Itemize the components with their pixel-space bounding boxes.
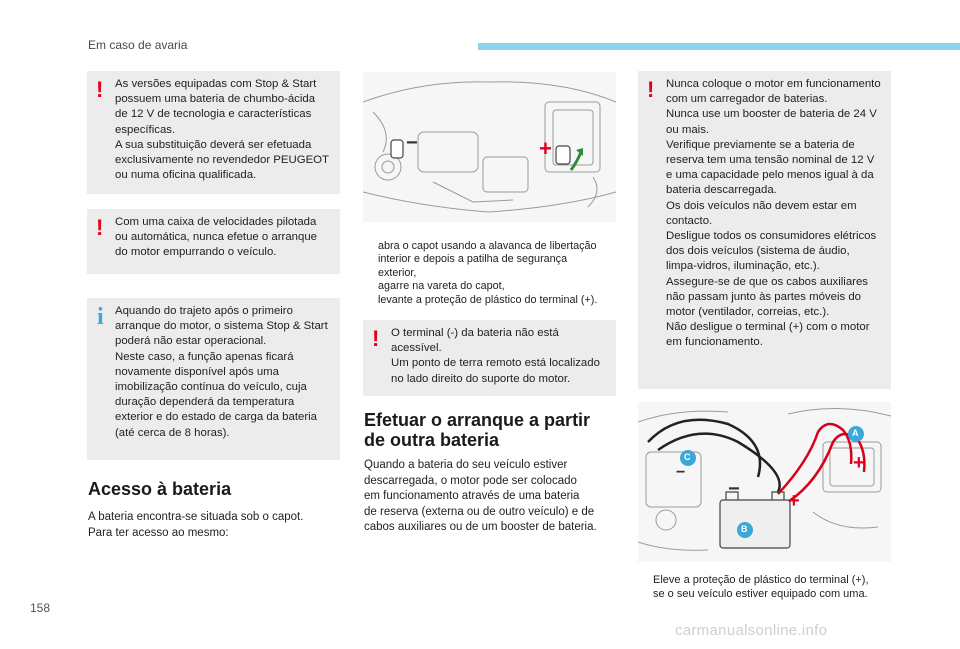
text-line: ou automática, nunca efetue o arranque <box>115 231 318 244</box>
text-line: cabos auxiliares ou de um booster de bateria. <box>364 521 597 533</box>
text-line: contacto. <box>666 214 713 227</box>
text-line: abra o capot usando a alavanca de libertação <box>378 240 597 252</box>
text-line: e uma capacidade pelo menos igual à da <box>666 169 874 182</box>
section-title-jump-start <box>364 410 590 450</box>
title-line: de outra bateria <box>364 430 500 450</box>
text-line: no lado direito do suporte do motor. <box>391 372 571 385</box>
text-line: Nunca use um booster de bateria de 24 V <box>666 108 877 121</box>
text-line: A sua substituição deverá ser efetuada <box>115 138 312 151</box>
battery-access-steps <box>363 240 618 307</box>
warning-exclamation-icon: ! <box>372 326 380 351</box>
minus-terminal-label-c: − <box>676 464 686 481</box>
text-line: Nunca coloque o motor em funcionamento <box>666 78 881 90</box>
list-item <box>638 573 898 601</box>
text-line: levante a proteção de plástico do terminal (+). <box>378 293 598 306</box>
text-line: de reserva (externa ou de outro veículo) e de <box>364 505 595 518</box>
engine-bay-battery-figure <box>363 72 616 222</box>
plus-terminal-label: + <box>539 136 552 161</box>
marker-a: A <box>852 428 859 438</box>
text-line: agarre na vareta do capot, <box>378 280 505 293</box>
text-line: novamente disponível após uma <box>115 365 280 378</box>
text-line: Assegure-se de que os cabos auxiliares <box>666 275 868 288</box>
text-line: (até cerca de 8 horas). <box>115 426 230 439</box>
text-line: interior e depois a patilha de segurança <box>378 253 568 266</box>
text-line: descarregada, o motor pode ser colocado <box>364 474 577 487</box>
text-line: dos dois veículos (sistema de áudio, <box>666 245 850 258</box>
text-line: Para ter acesso ao mesmo: <box>88 526 229 539</box>
text-line: não passam junto às partes móveis do <box>666 290 862 303</box>
text-line: Com uma caixa de velocidades pilotada <box>115 216 317 228</box>
list-item <box>363 280 618 293</box>
text-line: Verifique previamente se a bateria de <box>666 138 855 151</box>
text-line: exclusivamente no revendedor PEUGEOT <box>115 154 329 167</box>
warning-box-stop-start <box>87 71 340 194</box>
text-line: Um ponto de terra remoto está localizado <box>391 357 600 370</box>
text-line: em funcionamento. <box>666 336 763 349</box>
text-line: com um carregador de baterias. <box>666 93 828 106</box>
text-line: Aquando do trajeto após o primeiro <box>115 305 293 317</box>
warning-box-gearbox <box>87 209 340 274</box>
text-line: A bateria encontra-se situada sob o capot. <box>88 511 304 523</box>
warning-exclamation-icon: ! <box>96 77 104 102</box>
text-line: Desligue todos os consumidores elétricos <box>666 230 877 243</box>
text-line: Eleve a proteção de plástico do terminal (+), <box>653 574 869 586</box>
text-line: Não desligue o terminal (+) com o motor <box>666 321 870 334</box>
text-line: reserva tem uma tensão nominal de 12 V <box>666 154 875 167</box>
marker-b: B <box>741 524 748 534</box>
text-line: específicas. <box>115 123 176 136</box>
text-line: Quando a bateria do seu veículo estiver <box>364 459 568 471</box>
warning-exclamation-icon: ! <box>96 215 104 240</box>
minus-terminal-label: − <box>728 478 740 500</box>
text-line: O terminal (-) da bateria não está <box>391 327 559 339</box>
text-line: de 12 V de tecnologia e características <box>115 108 312 121</box>
text-line: em funcionamento através de uma bateria <box>364 490 580 502</box>
text-line: duração dependerá da temperatura <box>115 396 295 409</box>
section-title-battery-access: Acesso à bateria <box>88 479 232 499</box>
text-line: As versões equipadas com Stop & Start <box>115 78 317 90</box>
minus-terminal-label: − <box>406 132 418 154</box>
text-line: bateria descarregada. <box>666 184 777 197</box>
text-line: do motor empurrando o veículo. <box>115 246 277 259</box>
marker-c: C <box>684 452 691 462</box>
warning-box-charger <box>638 71 891 389</box>
plus-terminal-label: + <box>788 490 800 512</box>
text-line: Os dois veículos não devem estar em <box>666 199 857 212</box>
jump-start-connection-figure <box>638 402 891 562</box>
watermark: carmanualsonline.info <box>675 622 828 639</box>
warning-box-terminal <box>363 320 616 396</box>
text-line: Neste caso, a função apenas ficará <box>115 350 294 363</box>
section-header-title: Em caso de avaria <box>88 38 188 52</box>
list-item <box>363 294 618 307</box>
text-line: ou mais. <box>666 123 710 136</box>
text-line: limpa-vidros, iluminação, etc.). <box>666 260 820 273</box>
text-line: exterior, <box>378 266 417 279</box>
text-line: ou numa oficina qualificada. <box>115 169 257 182</box>
text-line: se o seu veículo estiver equipado com uma. <box>653 588 868 600</box>
text-line: acessível. <box>391 342 442 355</box>
text-line: possuem uma bateria de chumbo-ácida <box>115 93 316 106</box>
engine-bay-illustration <box>363 72 616 222</box>
info-box-stop-start <box>87 298 340 460</box>
jump-start-text <box>364 458 624 536</box>
text-line: imobilização contínua do veículo, cuja <box>115 381 307 394</box>
text-line: arranque do motor, o sistema Stop & Start <box>115 320 328 333</box>
plus-terminal-label-a: + <box>853 452 865 474</box>
warning-exclamation-icon: ! <box>647 77 655 102</box>
list-item <box>363 240 618 280</box>
jump-start-illustration <box>638 402 891 562</box>
plastic-cover-steps <box>638 573 898 601</box>
info-i-icon: i <box>97 304 104 330</box>
header-accent-bar <box>478 43 960 50</box>
title-line: Efetuar o arranque a partir <box>364 410 591 430</box>
text-line: exterior e do estado de carga da bateria <box>115 411 318 424</box>
text-line: motor (ventilador, correias, etc.). <box>666 306 830 319</box>
text-line: poderá não estar operacional. <box>115 335 267 348</box>
battery-access-text <box>88 510 343 541</box>
page-number: 158 <box>30 601 51 615</box>
